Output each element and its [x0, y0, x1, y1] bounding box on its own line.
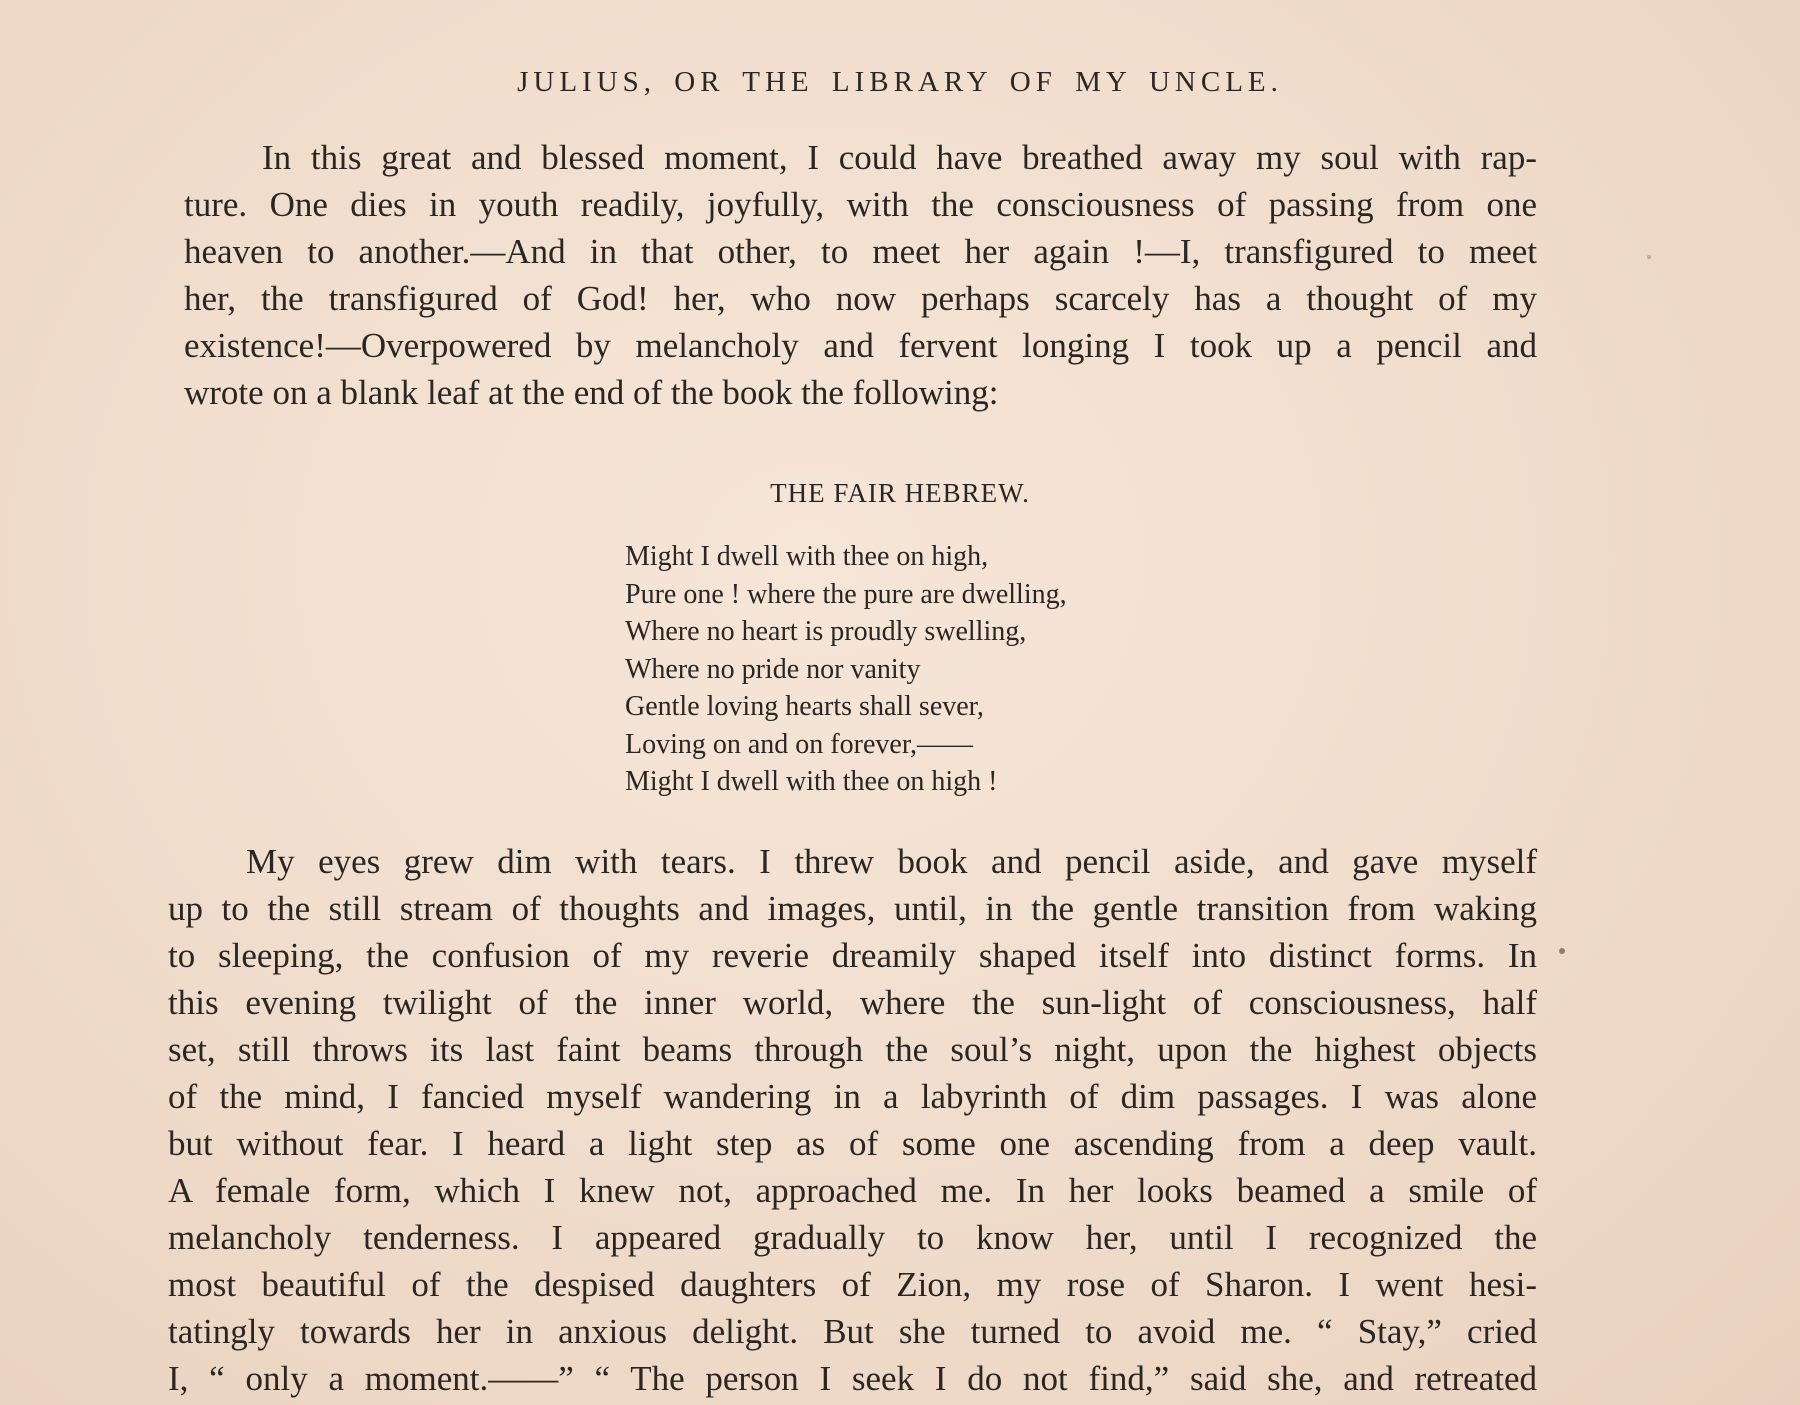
text-line: melancholy tenderness. I appeared gradually to know her, until I recognized the: [168, 1218, 1537, 1257]
text-line: ture. One dies in youth readily, joyfully, with the consciousness of passing from one: [184, 185, 1537, 224]
text-line: set, still throws its last faint beams through the soul’s night, upon the highest objects: [168, 1030, 1537, 1069]
poem-line: Where no pride nor vanity: [625, 653, 921, 685]
paper-speck: [1647, 255, 1651, 259]
text-line: up to the still stream of thoughts and images, until, in the gentle transition from waking: [168, 889, 1537, 928]
poem-stanza: [625, 538, 1067, 801]
poem-title: THE FAIR HEBREW.: [770, 478, 1030, 508]
running-head: JULIUS, OR THE LIBRARY OF MY UNCLE.: [517, 66, 1283, 98]
poem-line: Gentle loving hearts shall sever,: [625, 691, 984, 722]
text-line: A female form, which I knew not, approached me. In her looks beamed a smile of: [168, 1171, 1537, 1210]
poem-line: Might I dwell with thee on high,: [625, 541, 989, 572]
text-line: existence!—Overpowered by melancholy and fervent longing I took up a pencil and: [184, 326, 1537, 365]
paper-speck: [1559, 948, 1565, 954]
poem-line: Might I dwell with thee on high !: [625, 766, 998, 797]
text-line: to sleeping, the confusion of my reverie dreamily shaped itself into distinct forms. In: [168, 936, 1537, 975]
text-line: of the mind, I fancied myself wandering in a labyrinth of dim passages. I was alone: [168, 1077, 1537, 1116]
text-line: My eyes grew dim with tears. I threw book and pencil aside, and gave myself: [246, 842, 1537, 881]
poem-line: Where no heart is proudly swelling,: [625, 616, 1027, 647]
text-line: this evening twilight of the inner world, where the sun-light of consciousness, half: [168, 983, 1537, 1022]
poem-line: Pure one ! where the pure are dwelling,: [625, 578, 1067, 610]
poem-line: Loving on and on forever,——: [625, 728, 974, 760]
text-line: wrote on a blank leaf at the end of the book the following:: [184, 373, 999, 412]
text-line: most beautiful of the despised daughters of Zion, my rose of Sharon. I went hesi-: [168, 1265, 1537, 1304]
paragraph-2: [168, 838, 1537, 1402]
text-line: In this great and blessed moment, I could have breathed away my soul with rap-: [262, 138, 1537, 177]
text-line: I, “ only a moment.——” “ The person I seek I do not find,” said she, and retreated: [168, 1359, 1537, 1398]
text-line: her, the transfigured of God! her, who now perhaps scarcely has a thought of my: [184, 279, 1537, 318]
text-line: heaven to another.—And in that other, to meet her again !—I, transfigured to meet: [184, 232, 1537, 271]
text-line: but without fear. I heard a light step as of some one ascending from a deep vault.: [168, 1124, 1537, 1163]
text-line: tatingly towards her in anxious delight. But she turned to avoid me. “ Stay,” cried: [168, 1312, 1537, 1351]
paragraph-1: [184, 134, 1537, 416]
